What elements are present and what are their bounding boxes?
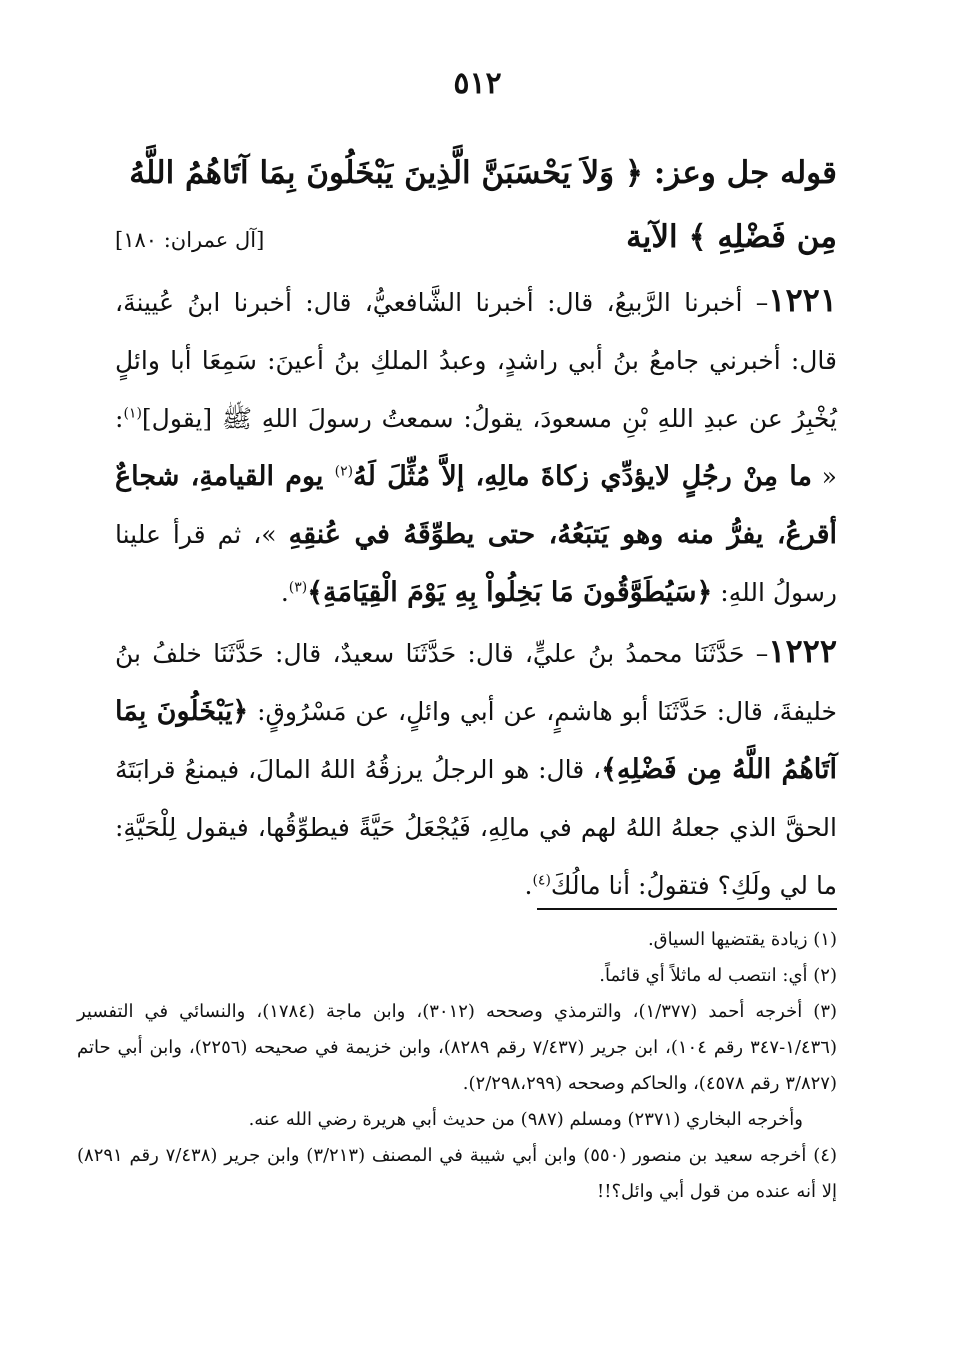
footnote-separator	[537, 908, 837, 910]
footnote-4: (٤) أخرجه سعيد بن منصور (٥٥٠) وابن أبي شيبة في المصنف (٣/٢١٣) وابن جرير (٧/٤٣٨ رقم ٨٢٩١) إلا أنه عنده من قول أبي وائل؟!!	[77, 1145, 837, 1202]
footnote-3-continuation: وأخرجه البخاري (٢٣٧١) ومسلم (٩٨٧) من حديث أبي هريرة رضي الله عنه.	[248, 1109, 803, 1130]
footnote-marker: (١)	[123, 405, 142, 422]
hadith-text: ، قال: هو الرجلُ يرزقُهُ اللهُ المالَ، فيمنعُ قرابَتَهُ الحقَّ الذي جعلهُ اللهُ لهم في مالِهِ، فَيُجْعَلُ حَيَّةً فيطوِّقُها، فيقول لِلْحَيَّةِ: ما لي ولَكِ؟ فتقولُ: أنا مالُكَ	[115, 755, 837, 900]
hadith-number: ١٢٢١	[768, 281, 837, 319]
hadith-number: ١٢٢٢	[768, 632, 837, 670]
hadith-text: – أخبرنا الرَّبيعُ، قال: أخبرنا الشَّافعيُّ، قال: أخبرنا ابنُ عُيينةَ، قال: أخبرني جامعُ بنُ أبي راشدٍ، وعبدُ الملكِ بنُ أعينَ: سَمِعَا أبا وائلٍ يُخْبِرُ عن عبدِ اللهِ بْنِ مسعودَ، يقولُ: سمعتُ رسولَ اللهِ ﷺ [يقول]	[115, 288, 837, 433]
hadith-text: »، ثم قرأ علينا رسولُ اللهِ:	[115, 520, 837, 607]
verse-reference: [آل عمران: ١٨٠]	[115, 228, 265, 252]
chapter-heading-line1: قوله جل وعز: ﴿ وَلاَ يَحْسَبَنَّ الَّذِينَ يَبْخَلُونَ بِمَا آتَاهُمُ اللَّهُ	[129, 155, 837, 191]
chapter-heading-line2	[115, 206, 837, 271]
quran-verse: ﴿سَيُطَوَّقُونَ مَا بَخِلُواْ بِهِ يَوْمَ الْقِيَامَةِ﴾	[307, 577, 713, 608]
footnote-marker: (٢)	[334, 463, 354, 480]
hadith-matn: يوم القيامةِ، شجاعٌ أقرعُ، يفرُّ منه وهو يَتبَعُهُ، حتى يطوِّقَهُ في عُنقِهِ	[115, 461, 838, 550]
quran-verse: ﴿يَبْخَلُونَ بِمَا آتَاهُمُ اللَّهُ مِن فَضْلِهِ﴾	[115, 696, 837, 785]
hadith-text: .	[280, 578, 289, 607]
main-text	[115, 140, 837, 915]
footnote-3: (٣) أخرجه أحمد (١/٣٧٧)، والترمذي وصححه (٣٠١٢)، وابن ماجة (١٧٨٤)، والنسائي في التفسير (١/٤٣٦-٣٤٧ رقم ١٠٤)، ابن جرير (٧/٤٣٧ رقم ٨٢٨٩)، وابن خزيمة في صحيحه (٢٢٥٦)، وابن أبي حاتم (٣/٨٢٧ رقم ٤٥٧٨)، والحاكم وصححه (٢/٢٩٨،٢٩٩).	[77, 1001, 838, 1094]
page-number: ٥١٢	[453, 66, 502, 101]
hadith-1222	[115, 622, 837, 915]
hadith-1221	[115, 271, 837, 622]
hadith-text: : «	[115, 404, 837, 491]
footnote-1: (١) زيادة يقتضيها السياق.	[647, 929, 837, 950]
footnote-marker: (٤)	[532, 872, 551, 889]
footnote-marker: (٣)	[288, 579, 308, 596]
chapter-heading-verse-end: مِن فَضْلِهِ ﴾ الآية	[626, 219, 837, 255]
footnote-2: (٢) أي: انتصب له ماثلاً أي قائماً.	[599, 965, 837, 986]
hadith-text: .	[524, 871, 533, 900]
hadith-text: – حَدَّثَنَا محمدُ بنُ عليٍّ، قال: حَدَّثَنَا سعيدٌ، قال: حَدَّثَنَا خلفُ بنُ خليفةَ، قال: حَدَّثَنَا أبو هاشمٍ، عن أبي وائلٍ، عن مَسْرُوقٍ:	[115, 639, 837, 726]
footnotes	[77, 922, 837, 1210]
hadith-matn: ما مِنْ رجُلٍ لايؤدِّي زكاةَ مالِهِ، إلاَّ مُثِّلَ لَهُ	[353, 461, 812, 492]
